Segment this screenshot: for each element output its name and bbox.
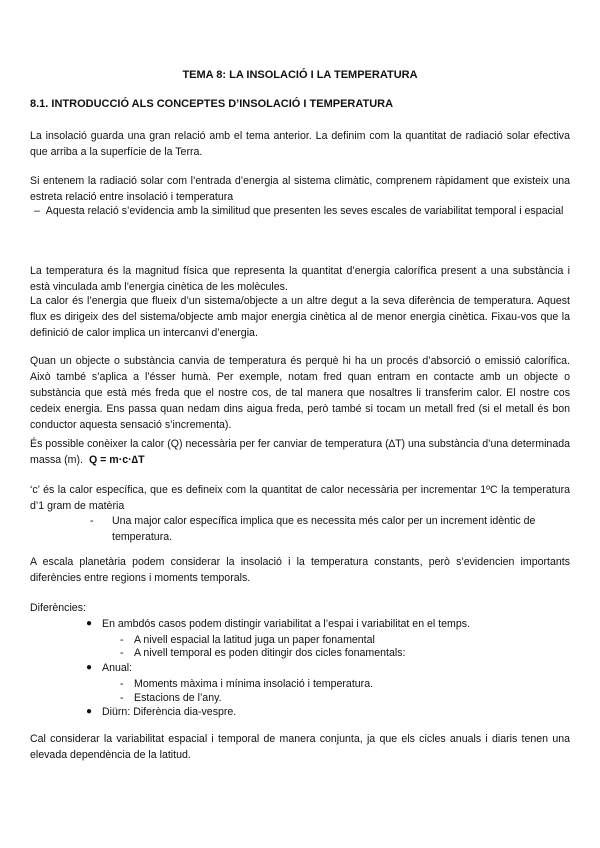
document-title: TEMA 8: LA INSOLACIÓ I LA TEMPERATURA	[182, 69, 418, 81]
paragraph-insolation-temperature: Si entenem la radiació solar com l’entrada d’energia al sistema climàtic, comprenem ràpidament que existeix una estreta relació entre insolació i temperatura	[30, 175, 570, 203]
bullet-item	[86, 660, 564, 676]
paragraph-insolation-definition: La insolació guarda una gran relació amb el tema anterior. La definim com la quantitat de radiació solar efectiva que arriba a la superfície de la Terra.	[30, 130, 570, 158]
differences-label: Diferències:	[30, 602, 86, 614]
specific-heat-item	[90, 513, 570, 545]
bullet-item	[86, 704, 564, 720]
section-heading: 8.1. INTRODUCCIÓ ALS CONCEPTES D’INSOLACIÓ I TEMPERATURA	[30, 98, 394, 110]
bullet-dot-icon: ●	[86, 706, 93, 717]
bullet-dot-icon: ●	[86, 618, 93, 629]
sub-item-text: A nivell espacial la latitud juga un paper fonamental	[134, 634, 375, 646]
sub-item-text: Moments màxima i mínima insolació i temperatura.	[134, 678, 374, 690]
paragraph-heat-formula	[30, 436, 570, 468]
formula-intro: És possible conèixer la calor (Q) necessària per fer canviar de temperatura (∆T) una substància d’una determinada massa (m).	[30, 438, 570, 466]
specific-heat-item-text: Una major calor específica implica que es necessita més calor per un increment idèntic de temperatura.	[112, 515, 536, 543]
dash-marker: -	[120, 692, 124, 704]
paragraph-temperature-definition: La temperatura és la magnitud física que representa la quantitat d’energia calorífica present a una substància i està vinculada amb l’energia cinètica de les molècules.	[30, 265, 570, 293]
paragraph-dash-note	[30, 203, 574, 219]
dash-marker: -	[120, 647, 124, 659]
bullet-text: En ambdós casos podem distingir variabilitat a l’espai i variabilitat en el temps.	[102, 618, 471, 630]
sub-item-text: A nivell temporal es poden ditingir dos cicles fonamentals:	[134, 647, 406, 659]
dash-marker: -	[90, 515, 94, 527]
paragraph-heat-definition: La calor és l’energia que flueix d’un sistema/objecte a un altre degut a la seva diferència de temperatura. Aquest flux es dirigeix des del sistema/objecte amb major energia cinètica al de menor energia cinètica. Fixau-vos que la definició de calor implica un intercanvi d’energia.	[30, 295, 570, 339]
bullet-dot-icon: ●	[86, 662, 93, 673]
paragraph-planetary-scale: A escala planetària podem considerar la insolació i la temperatura constants, però s’evidencien importants diferències entre regions i moments temporals.	[30, 556, 570, 584]
bullet-text: Diürn: Diferència dia-vespre.	[102, 706, 237, 718]
paragraph-specific-heat: ‘c’ és la calor específica, que es defineix com la quantitat de calor necessària per incrementar 1ºC la temperatura d’1 gram de matèria	[30, 484, 570, 512]
bullet-item	[86, 616, 564, 632]
dash-marker: -	[120, 678, 124, 690]
bullet-text: Anual:	[102, 662, 133, 674]
sub-item	[120, 645, 570, 661]
paragraph-heat-exchange: Quan un objecte o substància canvia de temperatura és perquè hi ha un procés d’absorció o emissió calorífica. Això també s’aplica a l’ésser humà. Per exemple, notam fred quan entram en contacte amb un objecte o substància que està més freda que el nostre cos, de tal manera que nosaltres li transferim calor. El nostre cos cedeix energia. Ens passa quan nedam dins aigua freda, però també si tocam un metall fred (si el metall és bon conductor aquesta sensació s’incrementa).	[30, 355, 570, 431]
paragraph-conclusion: Cal considerar la variabilitat espacial i temporal de manera conjunta, ja que els cicles anuals i diaris tenen una elevada dependència de la latitud.	[30, 733, 570, 761]
dash-marker: –	[34, 205, 46, 217]
dash-note-text: Aquesta relació s’evidencia amb la similitud que presenten les seves escales de variabilitat temporal i espacial	[45, 205, 564, 217]
heat-formula: Q = m·c·∆T	[88, 454, 145, 466]
sub-item-text: Estacions de l’any.	[134, 692, 222, 704]
dash-marker: -	[120, 634, 124, 646]
